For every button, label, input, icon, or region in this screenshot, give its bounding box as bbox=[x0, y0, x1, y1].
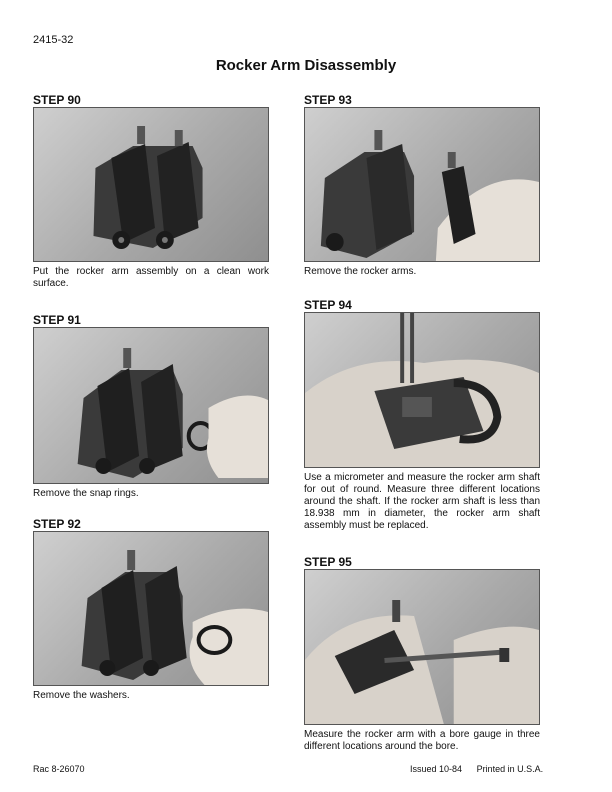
step-90 bbox=[33, 93, 269, 290]
page-title: Rocker Arm Disassembly bbox=[215, 57, 397, 74]
step-photo bbox=[33, 531, 269, 686]
footer-info bbox=[410, 764, 543, 774]
step-92 bbox=[33, 517, 269, 702]
document-id: Rac 8-26070 bbox=[33, 764, 85, 774]
step-caption: Measure the rocker arm with a bore gauge in three different locations around the bore. bbox=[304, 729, 540, 752]
step-photo bbox=[33, 107, 269, 262]
step-94 bbox=[304, 298, 540, 532]
step-93 bbox=[304, 93, 540, 278]
step-photo bbox=[304, 569, 540, 725]
step-caption: Put the rocker arm assembly on a clean work surface. bbox=[33, 266, 269, 289]
page-number: 2415-32 bbox=[33, 34, 74, 46]
step-caption: Use a micrometer and measure the rocker arm shaft for out of round. Measure three different locations around the shaft. If the rocker arm shaft is less than 18.938 mm in diameter, the rocker arm shaft assembly must be replaced. bbox=[304, 472, 540, 531]
step-91 bbox=[33, 313, 269, 500]
step-label: STEP 93 bbox=[304, 93, 352, 107]
step-caption: Remove the rocker arms. bbox=[304, 266, 417, 277]
step-photo bbox=[33, 327, 269, 484]
step-label: STEP 90 bbox=[33, 93, 81, 107]
step-caption: Remove the washers. bbox=[33, 690, 130, 701]
step-label: STEP 94 bbox=[304, 298, 352, 312]
step-photo bbox=[304, 107, 540, 262]
step-label: STEP 95 bbox=[304, 555, 352, 569]
step-label: STEP 91 bbox=[33, 313, 81, 327]
step-95 bbox=[304, 555, 540, 753]
issued-date: Issued 10-84 bbox=[410, 764, 463, 774]
step-photo bbox=[304, 312, 540, 468]
step-label: STEP 92 bbox=[33, 517, 81, 531]
printed-location: Printed in U.S.A. bbox=[476, 764, 544, 774]
step-caption: Remove the snap rings. bbox=[33, 488, 139, 499]
